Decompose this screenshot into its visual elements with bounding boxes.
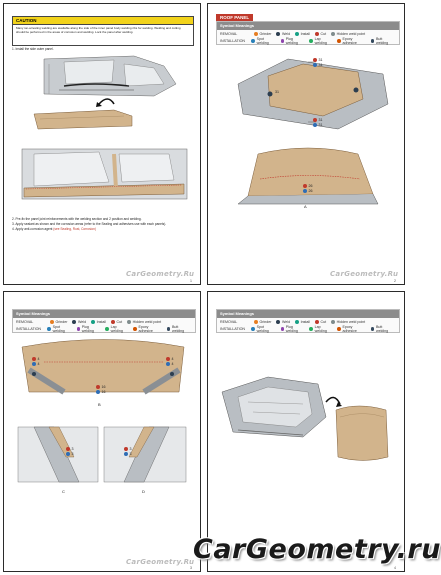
legend-item: Spot welding: [251, 325, 275, 333]
legend-item: Butt welding: [371, 37, 394, 45]
manual-page-3: [3, 291, 201, 572]
callout: 31: [313, 58, 323, 62]
legend-item: Install: [91, 320, 106, 324]
assembled-side-figure: [22, 149, 187, 199]
callout: 3: [124, 447, 132, 451]
legend-item: Install: [295, 320, 310, 324]
page-watermark: CarGeometry.Ru: [126, 270, 195, 278]
legend-item: Cut: [315, 32, 326, 36]
callout: 3: [66, 447, 74, 451]
legend-item: Grinder: [254, 32, 271, 36]
legend-item: Lap welding: [309, 37, 332, 45]
view-label: C: [62, 489, 65, 494]
step-4-main: 4. Apply anti-corrosion agent: [12, 227, 54, 231]
manual-page-1: [3, 3, 201, 285]
callout: 31: [313, 118, 323, 122]
callout: 26: [303, 184, 313, 188]
legend-item: Epoxy adhesive: [337, 37, 366, 45]
legend-title: Symbol Meanings: [217, 22, 399, 30]
callout: 31: [275, 90, 279, 94]
roof-closeup-figure: [238, 148, 378, 204]
callout: 26: [303, 189, 313, 193]
legend-item: Butt welding: [167, 325, 190, 333]
page-number: 4: [394, 566, 396, 570]
callout: 4: [32, 362, 40, 366]
legend-item: Lap welding: [309, 325, 332, 333]
callout: 4: [166, 362, 174, 366]
manual-page-4: [207, 291, 405, 572]
legend-item: Cut: [111, 320, 122, 324]
legend-item: Butt welding: [371, 325, 394, 333]
caution-title: CAUTION: [13, 17, 193, 25]
pillar-illustrations: [4, 292, 202, 573]
site-watermark: CarGeometry.ru: [193, 534, 441, 565]
manual-page-2: [207, 3, 405, 285]
step-4-link[interactable]: (see Sealing, Rust, Corrosion): [53, 227, 96, 231]
view-label: A: [304, 204, 307, 209]
page-watermark: CarGeometry.Ru: [126, 558, 195, 566]
roof-panel-figure: [336, 406, 388, 461]
callout: 31: [313, 123, 323, 127]
page-number: 3: [190, 566, 192, 570]
legend-item: Grinder: [254, 320, 271, 324]
legend-title: Symbol Meanings: [13, 310, 195, 318]
page-number: 2: [394, 279, 396, 283]
legend-item: Weld: [72, 320, 86, 324]
legend-item: Lap welding: [105, 325, 128, 333]
callout: 16: [96, 390, 106, 394]
legend-item: Weld: [276, 320, 290, 324]
legend-item: Cut: [315, 320, 326, 324]
legend-row-label: REMOVAL: [220, 319, 238, 324]
callout: 4: [32, 357, 40, 361]
side-panel-illustrations: [4, 4, 202, 286]
callout: 31: [313, 63, 323, 67]
legend-row-label: INSTALLATION: [220, 38, 246, 43]
legend-item: Spot welding: [251, 37, 275, 45]
page-number: 1: [190, 279, 192, 283]
step-2-text: 2. Pre-fix the panel joint reinforcements with the welding section and 2 position and welding.: [12, 217, 142, 221]
callout: 3: [66, 452, 74, 456]
step-4-text: [12, 227, 197, 231]
legend-item: Plug welding: [281, 325, 305, 333]
callout: 16: [96, 385, 106, 389]
side-frame-figure: [44, 56, 176, 96]
legend-item: Install: [295, 32, 310, 36]
sill-panel-figure: [34, 99, 132, 129]
legend-item: Grinder: [50, 320, 67, 324]
legend-title: Symbol Meanings: [217, 310, 399, 318]
legend-item: Hidden weld point: [331, 320, 365, 324]
roof-install-illustration: [208, 292, 406, 573]
callout: 4: [166, 357, 174, 361]
roof-panel-illustrations: [208, 4, 406, 286]
legend-row-label: REMOVAL: [16, 319, 34, 324]
page-watermark: CarGeometry.Ru: [330, 270, 399, 278]
legend-item: Epoxy adhesive: [337, 325, 366, 333]
legend-item: Spot welding: [47, 325, 71, 333]
legend-item: Hidden weld point: [331, 32, 365, 36]
legend-row-label: INSTALLATION: [220, 326, 246, 331]
pillar-d-figure: [104, 427, 186, 482]
step-3-text: 3. Apply sealant as shown and the corrosion areas (refer to the Sealing and adhesives use with each panels).: [12, 222, 167, 226]
legend-item: Epoxy adhesive: [133, 325, 162, 333]
pillar-c-figure: [18, 427, 98, 482]
caution-text: Many ion-arresting welding are available along the side of the inner panel body welding ribs for welding. Welding and cutting should be performed in the areas of corrosion and welding. Lock the panel after welding.: [16, 26, 181, 34]
view-label: D: [142, 489, 145, 494]
callout: 3: [124, 452, 132, 456]
view-label: B: [98, 402, 101, 407]
legend-item: Hidden weld point: [127, 320, 161, 324]
legend-item: Plug welding: [77, 325, 101, 333]
legend-item: Weld: [276, 32, 290, 36]
legend-row-label: INSTALLATION: [16, 326, 42, 331]
step-1-text: 1. Install the side outer panel.: [12, 47, 54, 51]
body-frame-figure: [222, 377, 326, 437]
legend-item: Plug welding: [281, 37, 305, 45]
legend-row-label: REMOVAL: [220, 31, 238, 36]
section-title: ROOF PANEL: [216, 14, 253, 21]
